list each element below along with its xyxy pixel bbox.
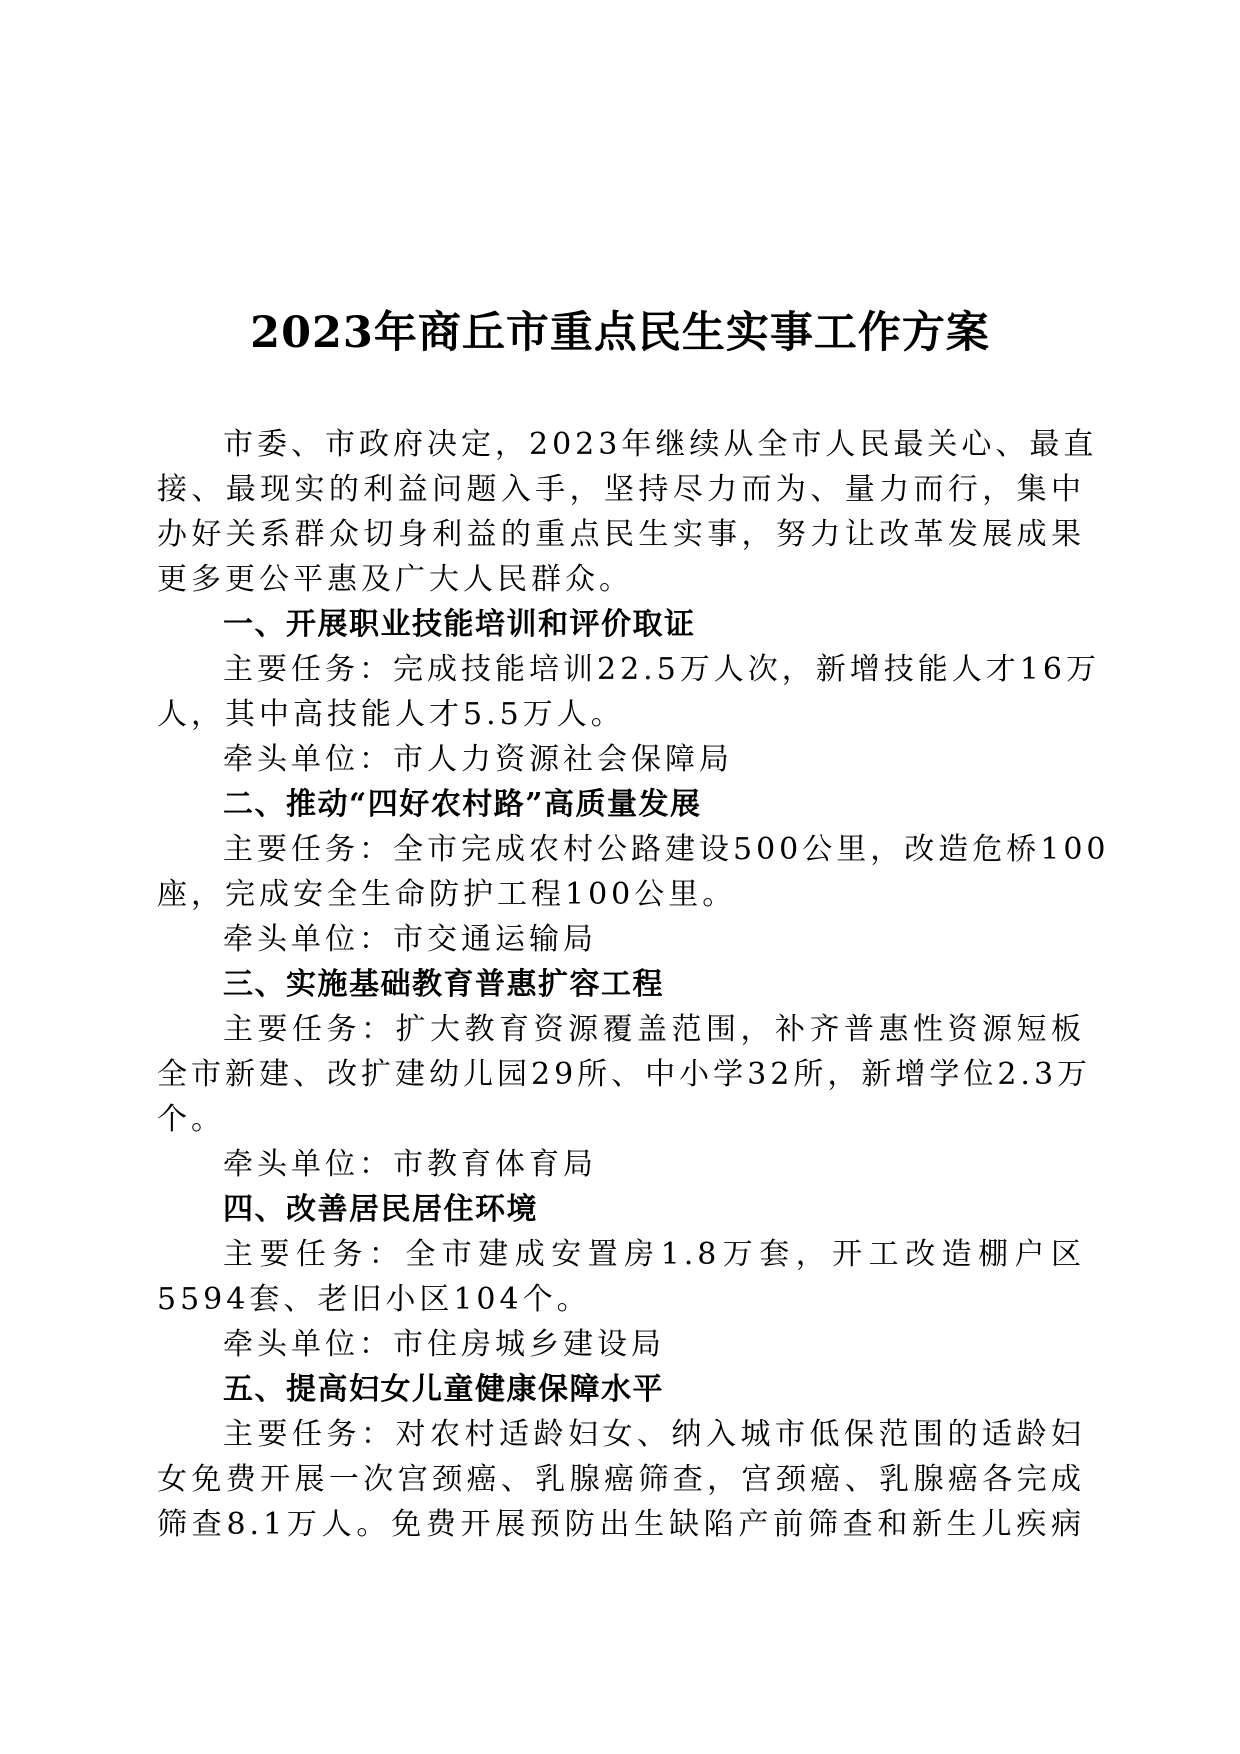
document-body — [157, 422, 1110, 1547]
section-heading: 二、推动“四好农村路”高质量发展 — [223, 787, 702, 822]
section-5 — [157, 1367, 1085, 1547]
section-heading: 一、开展职业技能培训和评价取证 — [223, 607, 696, 642]
document-title: 2023年商丘市重点民生实事工作方案 — [250, 308, 990, 358]
task-line: 女免费开展一次宫颈癌、乳腺癌筛查，宫颈癌、乳腺癌各完成 — [157, 1462, 1085, 1497]
task-line: 全市新建、改扩建幼儿园29所、中小学32所，新增学位2.3万 — [157, 1057, 1092, 1092]
intro-line: 接、最现实的利益问题入手，坚持尽力而为、量力而行，集中 — [157, 472, 1085, 507]
task-line: 主要任务：对农村适龄妇女、纳入城市低保范围的适龄妇 — [223, 1417, 1085, 1452]
section-1 — [157, 602, 1100, 782]
section-heading: 五、提高妇女儿童健康保障水平 — [223, 1372, 664, 1407]
task-line: 个。 — [157, 1102, 225, 1137]
intro-paragraph — [157, 422, 1098, 602]
lead-unit: 牵头单位：市交通运输局 — [223, 922, 597, 957]
section-3 — [157, 962, 1092, 1187]
intro-line: 市委、市政府决定，2023年继续从全市人民最关心、最直 — [223, 427, 1098, 462]
section-heading: 四、改善居民居住环境 — [223, 1192, 538, 1227]
task-line: 主要任务：完成技能培训22.5万人次，新增技能人才16万 — [223, 652, 1100, 687]
task-line: 主要任务：全市完成农村公路建设500公里，改造危桥100 — [223, 832, 1110, 867]
task-line: 人，其中高技能人才5.5万人。 — [157, 697, 625, 732]
intro-line: 办好关系群众切身利益的重点民生实事，努力让改革发展成果 — [157, 517, 1085, 552]
intro-line: 更多更公平惠及广大人民群众。 — [157, 562, 633, 597]
task-line: 5594套、老旧小区104个。 — [157, 1282, 591, 1317]
section-heading: 三、实施基础教育普惠扩容工程 — [223, 967, 664, 1002]
lead-unit: 牵头单位：市人力资源社会保障局 — [223, 742, 733, 777]
task-line: 主要任务：全市建成安置房1.8万套，开工改造棚户区 — [223, 1237, 1085, 1272]
section-2 — [157, 782, 1110, 962]
lead-unit: 牵头单位：市教育体育局 — [223, 1147, 597, 1182]
task-line: 筛查8.1万人。免费开展预防出生缺陷产前筛查和新生儿疾病 — [157, 1507, 1085, 1542]
task-line: 主要任务：扩大教育资源覆盖范围，补齐普惠性资源短板 — [223, 1012, 1085, 1047]
task-line: 座，完成安全生命防护工程100公里。 — [157, 877, 737, 912]
lead-unit: 牵头单位：市住房城乡建设局 — [223, 1327, 665, 1362]
section-4 — [157, 1187, 1085, 1367]
